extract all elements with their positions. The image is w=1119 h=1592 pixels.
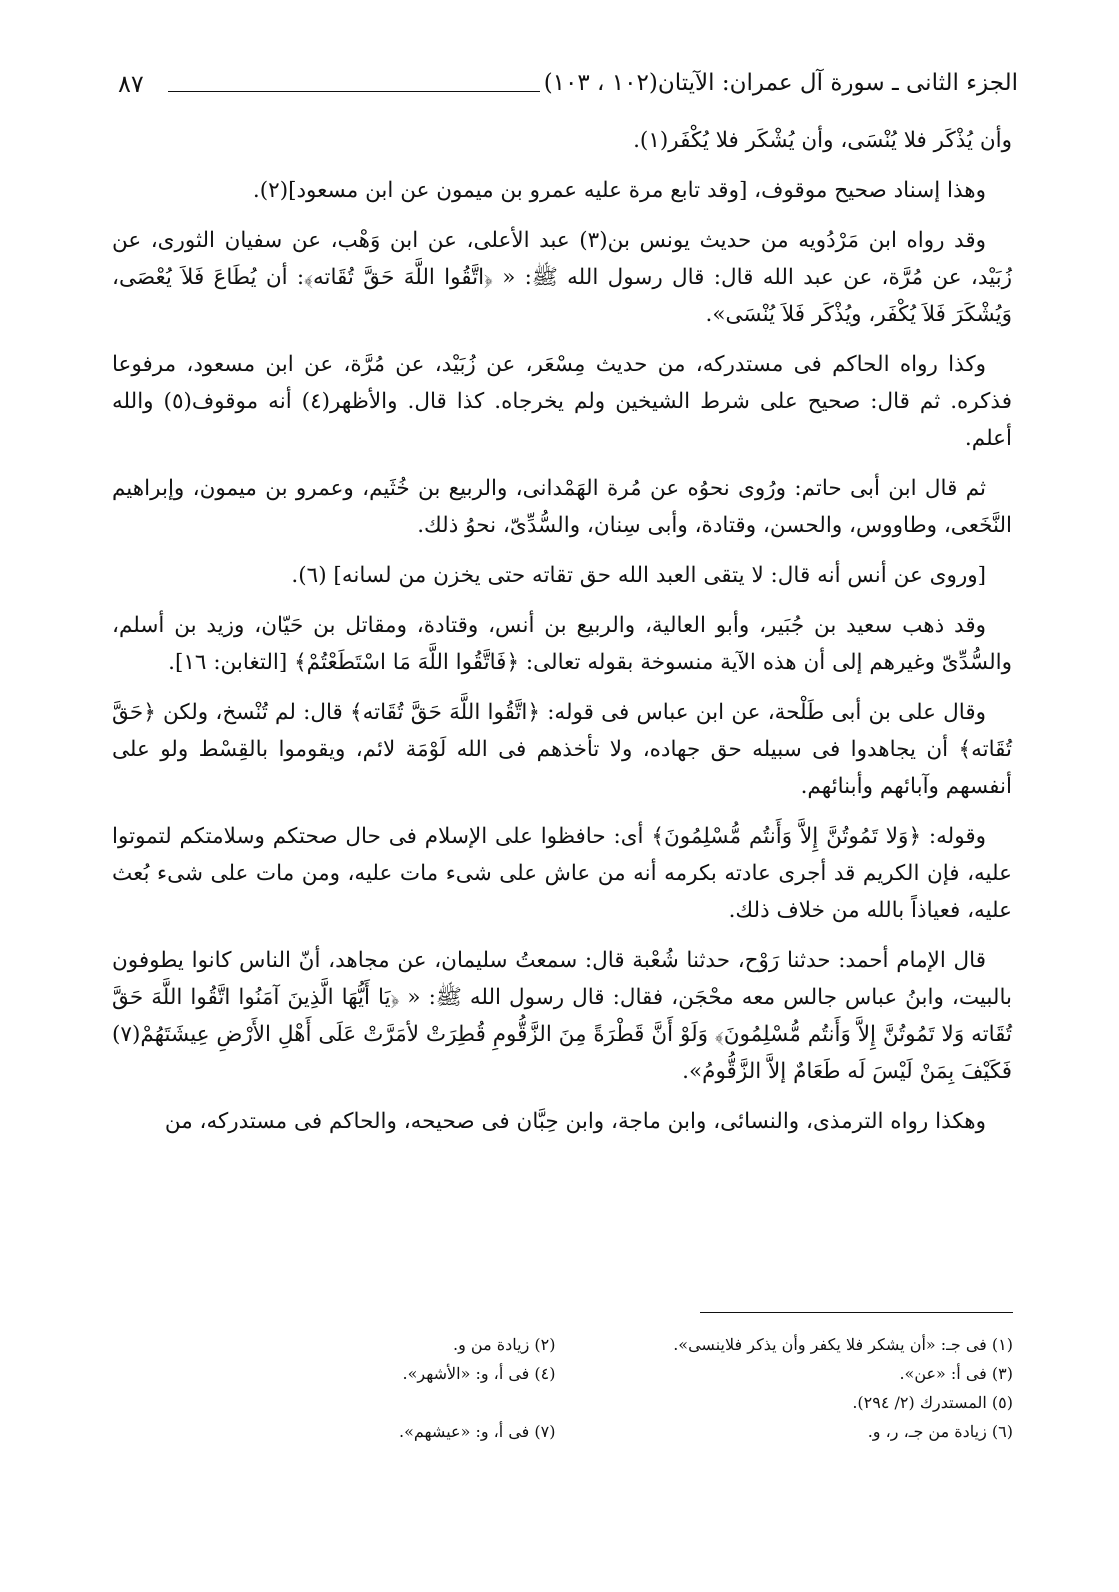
footnote-spacer — [118, 1388, 556, 1417]
header-title: الجزء الثانى ـ سورة آل عمران: الآيتان(١٠٢ ، ١٠٣) — [543, 70, 1018, 96]
footnote: (٢) زيادة من و. — [453, 1335, 556, 1354]
paragraph: وقد رواه ابن مَرْدُويه من حديث يونس بن(٣) عبد الأعلى، عن ابن وَهْب، عن سفيان الثورى، عن زُبَيْد، عن مُرَّة، عن عبد الله قال: قال رسول الله ﷺ: « ﴿اتَّقُوا اللَّهَ حَقَّ تُقَاته﴾: أن يُطَاعَ فَلاَ يُعْصَى، وَيُشْكَرَ فَلاَ يُكْفَر، ويُذْكَر فَلاَ يُنْسَى». — [112, 228, 1012, 327]
paragraph: وهذا إسناد صحيح موقوف، [وقد تابع مرة عليه عمرو بن ميمون عن ابن مسعود](٢). — [252, 178, 986, 203]
footnote-rule — [700, 1312, 1013, 1313]
paragraph: وقد ذهب سعيد بن جُبَير، وأبو العالية، والربيع بن أنس، وقتادة، ومقاتل بن حَيّان، وزيد بن أسلم، والسُّدِّىّ وغيرهم إلى أن هذه الآية منسوخة بقوله تعالى: ﴿فَاتَّقُوا اللَّهَ مَا اسْتَطَعْتُمْ﴾ [التغابن: ١٦]. — [112, 613, 1012, 675]
paragraph: وكذا رواه الحاكم فى مستدركه، من حديث مِسْعَر، عن زُبَيْد، عن مُرَّة، عن ابن مسعود، مرفوعا فذكره. ثم قال: صحيح على شرط الشيخين ولم يخرجاه. كذا قال. والأظهر(٤) أنه موقوف(٥) والله أعلم. — [112, 352, 1012, 451]
main-text — [112, 122, 1012, 1153]
paragraph: وقال على بن أبى طَلْحة، عن ابن عباس فى قوله: ﴿اتَّقُوا اللَّهَ حَقَّ تُقَاته﴾ قال: لم تُنْسخ، ولكن ﴿حَقَّ تُقَاته﴾ أن يجاهدوا فى سبيله حق جهاده، ولا تأخذهم فى الله لَوْمَة لائم، ويقوموا بالقِسْط ولو على أنفسهم وآبائهم وأبنائهم. — [112, 700, 1012, 799]
paragraph: وهكذا رواه الترمذى، والنسائى، وابن ماجة، وابن حِبَّان فى صحيحه، والحاكم فى مستدركه، من — [164, 1109, 986, 1134]
header-rule — [168, 91, 540, 92]
paragraph: قال الإمام أحمد: حدثنا رَوْح، حدثنا شُعْبة قال: سمعتُ سليمان، عن مجاهد، أنّ الناس كانوا يطوفون بالبيت، وابنُ عباس جالس معه محْجَن، فقال: قال رسول الله ﷺ: « ﴿يَا أَيُّهَا الَّذِينَ آمَنُوا اتَّقُوا اللَّهَ حَقَّ تُقَاته وَلا تَمُوتُنَّ إِلاَّ وَأَنتُم مُّسْلِمُونَ﴾ وَلَوْ أَنَّ قَطْرَةً مِنَ الزَّقُّومِ قُطِرَتْ لأمَرَّتْ عَلَى أَهْلِ الأَرْضِ عِيشَتَهُمْ(٧) فَكَيْفَ بِمَنْ لَيْسَ لَه طَعَامٌ إلاَّ الزَّقُّومُ». — [112, 948, 1012, 1084]
paragraph: ثم قال ابن أبى حاتم: ورُوى نحوُه عن مُرة الهَمْدانى، والربيع بن خُثَيم، وعمرو بن ميمون، وإبراهيم النَّخَعى، وطاووس، والحسن، وقتادة، وأبى سِنان، والسُّدِّىّ، نحوُ ذلك. — [112, 476, 1012, 538]
footnote: (٣) فى أ: «عن». — [899, 1364, 1013, 1383]
footnote: (٧) فى أ، و: «عيشهم». — [399, 1422, 556, 1441]
page-number: ٨٧ — [118, 70, 144, 98]
paragraph: وأن يُذْكَر فلا يُنْسَى، وأن يُشْكَر فلا يُكْفَر(١). — [633, 128, 1012, 153]
paragraph: وقوله: ﴿وَلا تَمُوتُنَّ إِلاَّ وَأَنتُم مُّسْلِمُونَ﴾ أى: حافظوا على الإسلام فى حال صحتكم وسلامتكم لتموتوا عليه، فإن الكريم قد أجرى عادته بكرمه أنه من عاش على شىء مات عليه، ومن مات على شىء بُعث عليه، فعياذاً بالله من خلاف ذلك. — [112, 824, 1012, 923]
footnotes — [118, 1330, 1013, 1446]
running-header — [118, 70, 1018, 110]
footnote: (٥) المستدرك (٢/ ٢٩٤). — [852, 1393, 1013, 1412]
footnote: (٦) زيادة من جـ، ر، و. — [867, 1422, 1013, 1441]
footnote: (٤) فى أ، و: «الأشهر». — [402, 1364, 556, 1383]
footnote: (١) فى جـ: «أن يشكر فلا يكفر وأن يذكر فلاينسى». — [673, 1335, 1013, 1354]
paragraph: [وروى عن أنس أنه قال: لا يتقى العبد الله حق تقاته حتى يخزن من لسانه] (٦). — [291, 563, 986, 588]
